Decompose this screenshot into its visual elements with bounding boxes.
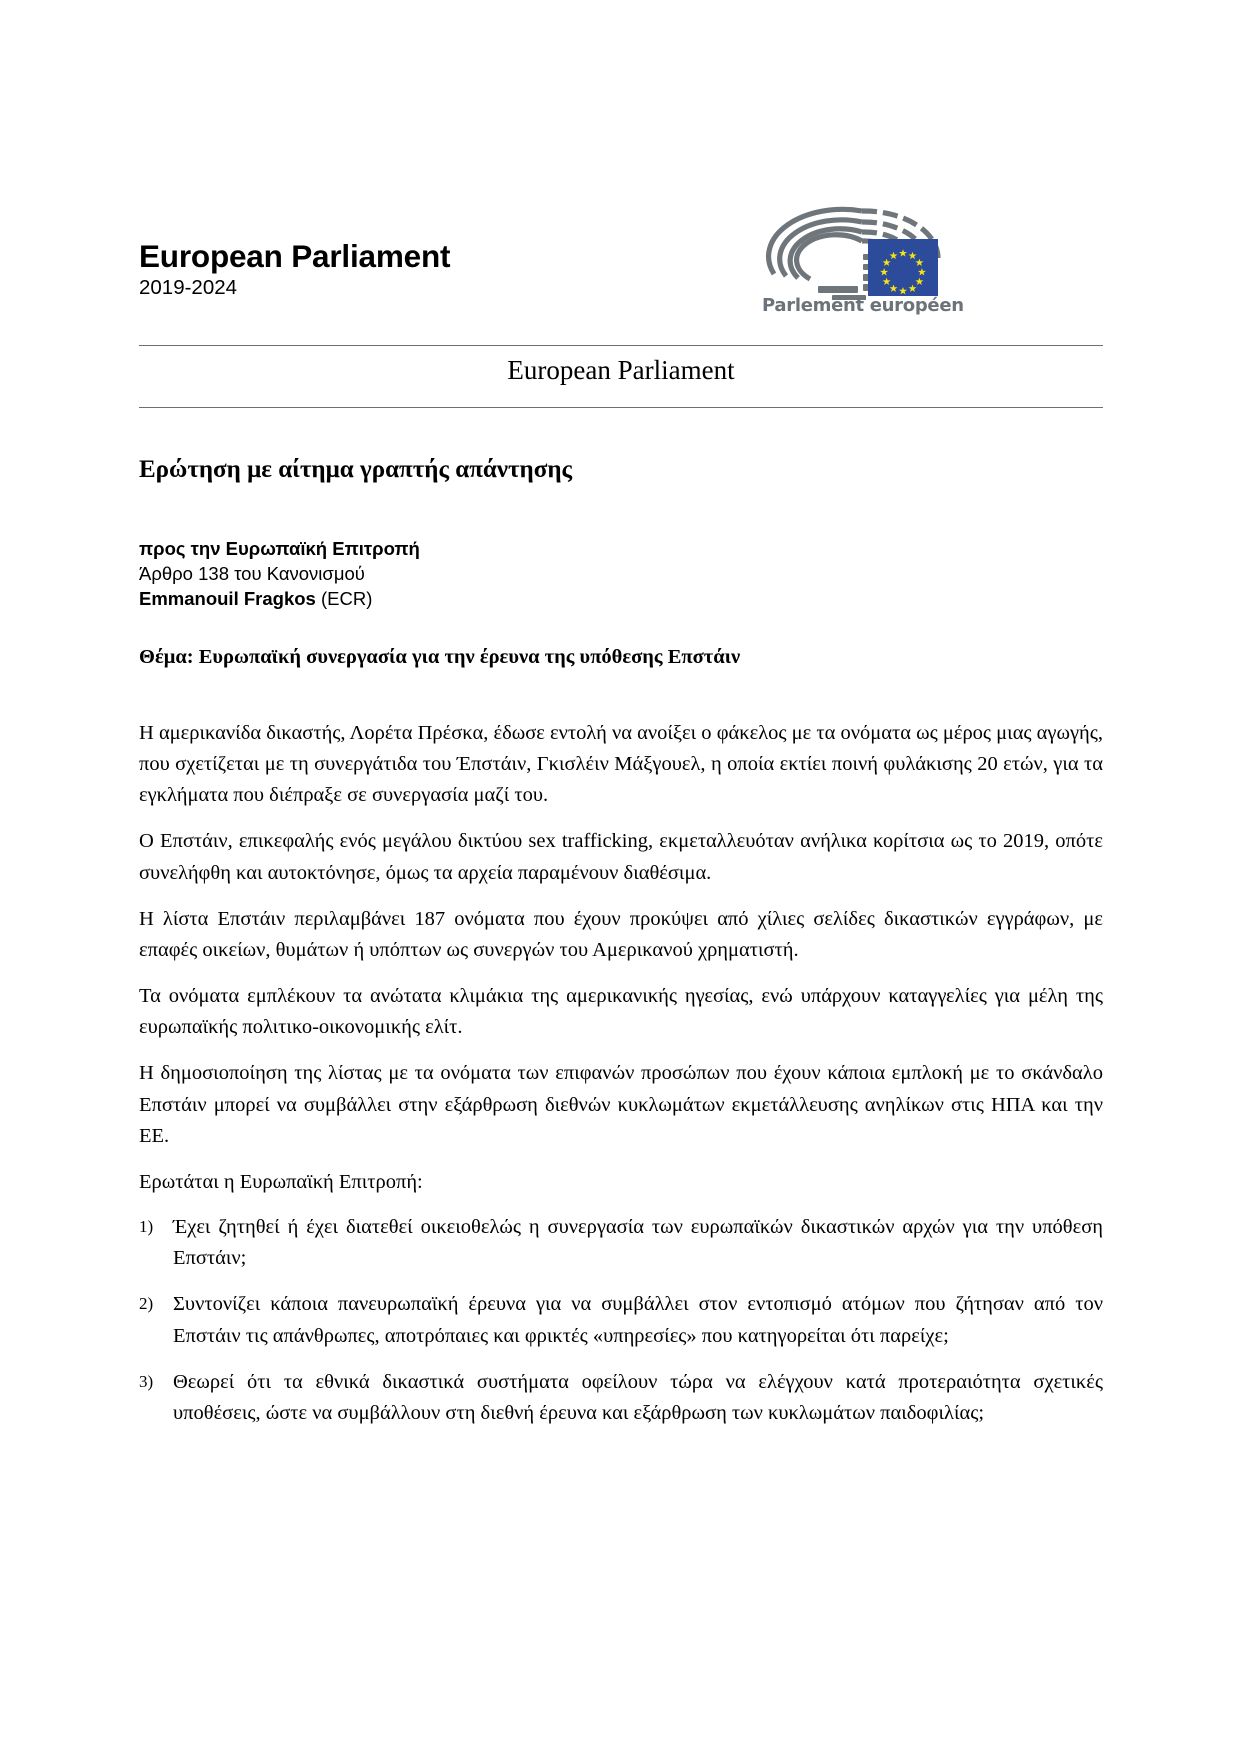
author-group: (ECR) [320,588,373,610]
eu-flag-icon [762,196,952,300]
body-paragraph: Η αμερικανίδα δικαστής, Λορέτα Πρέσκα, έδωσε εντολή να ανοίξει ο φάκελος με τα ονόματα ως μέρος μιας αγωγής, που σχετίζεται με τη συνεργάτιδα του Έπστάιν, Γκισλέιν Μάξγουελ, η οποία εκτίει ποινή φυλάκισης 20 ετών, για τα εγκλήματα που διέπραξε σε συνεργασία μαζί του. [139,722,1103,807]
logo-mark [762,196,952,300]
masthead [0,196,1242,331]
body-paragraph: Τα ονόματα εμπλέκουν τα ανώτατα κλιμάκια της αμερικανικής ηγεσίας, ενώ υπάρχουν καταγγελίες για μέλη της ευρωπαϊκής πολιτικο-οικονομικής ελίτ. [139,985,1103,1039]
author-line [139,586,420,611]
page-title: Ερώτηση με αίτημα γραπτής απάντησης [139,456,573,483]
question-item: Θεωρεί ότι τα εθνικά δικαστικά συστήματα οφείλουν τώρα να ελέγχουν κατά προτεραιότητα σχετικές υποθέσεις, ώστε να συμβάλλουν στη διεθνή έρευνα και εξάρθρωση των κυκλωμάτων παιδοφιλίας; [173,1370,1103,1424]
author-name: Emmanouil Fragkos [139,588,316,610]
banner-rule-bottom [139,407,1103,408]
institution-title: European Parliament [139,238,451,274]
body-paragraph: Η λίστα Επστάιν περιλαμβάνει 187 ονόματα που έχουν προκύψει από χίλιες σελίδες δικαστικών εγγράφων, με επαφές οικείων, θυμάτων ή υπόπτων ως συνεργών του Αμερικανού χρηματιστή. [139,907,1103,961]
body-paragraph: Η δημοσιοποίηση της λίστας με τα ονόματα των επιφανών προσώπων που έχουν κάποια εμπλοκή με το σκάνδαλο Επστάιν μπορεί να συμβάλλει στην εξάρθρωση διεθνών κυκλωμάτων εκμετάλλευσης ανηλίκων στις ΗΠΑ και την ΕΕ. [139,1062,1103,1147]
subject-label: Θέμα: [139,646,194,668]
parliamentary-term: 2019-2024 [139,276,238,300]
addressee-block [139,536,420,611]
european-parliament-logo [762,196,964,324]
body-paragraph: Ο Επστάιν, επικεφαλής ενός μεγάλου δικτύου sex trafficking, εκμεταλλευόταν ανήλικα κορίτσια ως το 2019, οπότε συνελήφθη και αυτοκτόνησε, όμως τα αρχεία παραμένουν διαθέσιμα. [139,830,1103,884]
question-item: Έχει ζητηθεί ή έχει διατεθεί οικειοθελώς η συνεργασία των ευρωπαϊκών δικαστικών αρχών για την υπόθεση Επστάιν; [173,1216,1103,1270]
banner-title: European Parliament [507,355,735,385]
questions-list [139,1212,1103,1429]
body-content [139,718,1103,1444]
subject-line [139,645,1103,670]
masthead-text-block [139,240,450,301]
question-item: Συντονίζει κάποια πανευρωπαϊκή έρευνα για να συμβάλλει στον εντοπισμό ατόμων που ζήτησαν από τον Επστάιν τις απάνθρωπες, αποτρόπαιες και φρικτές «υπηρεσίες» που κατηγορείται ότι παρείχε; [173,1293,1103,1347]
banner-rule-top [139,345,1103,346]
questions-lead-in: Ερωτάται η Ευρωπαϊκή Επιτροπή: [139,1170,423,1193]
subject-text: Ευρωπαϊκή συνεργασία για την έρευνα της υπόθεσης Επστάιν [198,646,741,668]
logo-caption: Parlement européen [762,295,964,316]
addressed-to: προς την Ευρωπαϊκή Επιτροπή [139,538,420,559]
rule-reference: Άρθρο 138 του Κανονισμού [139,563,365,585]
